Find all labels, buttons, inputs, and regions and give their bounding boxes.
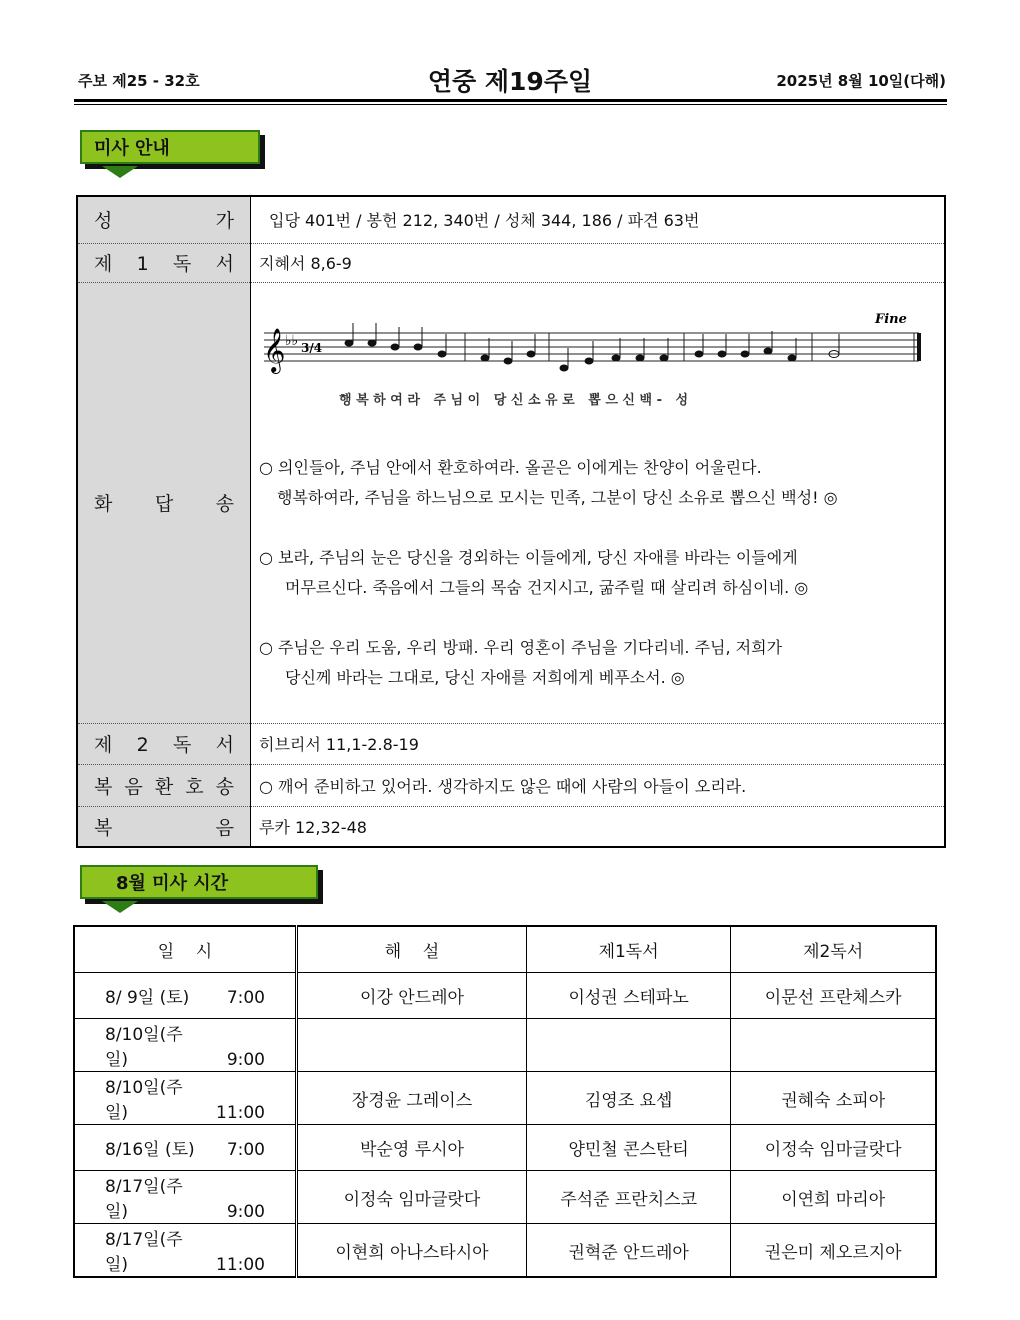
verse-line: 행복하여라, 주님을 하느님으로 모시는 민족, 그분이 당신 소유로 뽑으신 백성! ◎: [277, 487, 838, 507]
music-staff: [259, 303, 939, 383]
verse-line: 머무르신다. 죽음에서 그들의 목숨 건지시고, 굶주릴 때 살리려 하심이네. ◎: [285, 577, 809, 597]
verse-line: 당신께 바라는 그대로, 당신 자애를 저희에게 베푸소서. ◎: [285, 667, 685, 687]
table-row: [74, 1224, 936, 1278]
table-row: [77, 196, 945, 243]
gospel: 루카 12,32-48: [259, 817, 367, 837]
date: 8/ 9일 (토): [105, 988, 190, 1008]
mass-schedule-table: [73, 925, 937, 1278]
date: 8/17일(주일): [105, 1177, 183, 1222]
table-row: [77, 282, 945, 723]
header-commentary: 해 설: [297, 926, 527, 973]
arrow-down-icon: [102, 901, 138, 913]
mass-info-table: [76, 195, 946, 848]
datetime-cell: [74, 1125, 297, 1171]
gospel-acclamation: ○ 깨어 준비하고 있어라. 생각하지도 않은 때에 사람의 아들이 오리라.: [251, 764, 946, 806]
table-row: [74, 1171, 936, 1224]
header-reading2: 제2독서: [731, 926, 936, 973]
flat-key-signature-icon: ♭♭: [285, 332, 299, 349]
time: 9:00: [226, 1050, 265, 1070]
table-row: [77, 806, 945, 847]
banner-label: 8월 미사 시간: [80, 865, 318, 899]
date: 8/10일(주일): [105, 1025, 183, 1070]
commentary-cell: 이현희 아나스타시아: [297, 1224, 527, 1278]
commentary-cell: [297, 1019, 527, 1072]
time: 11:00: [216, 1255, 265, 1275]
psalm-cell: [251, 282, 946, 723]
time: 7:00: [226, 988, 265, 1008]
time: 9:00: [226, 1202, 265, 1222]
table-row: [74, 1019, 936, 1072]
bulletin-date: 2025년 8월 10일(다해): [776, 72, 946, 90]
time: 7:00: [226, 1140, 265, 1160]
table-row: [74, 973, 936, 1019]
header-divider: [74, 99, 947, 102]
datetime-cell: [74, 1171, 297, 1224]
datetime-cell: [74, 1224, 297, 1278]
score-lyrics: 행 복 하 여 라 주 님 이 당 신 소 유 로 뽑 으 신 백 - 성: [339, 392, 689, 408]
reading1-cell: 주석준 프란치스코: [526, 1171, 730, 1224]
date: 8/10일(주일): [105, 1078, 183, 1123]
verse-line: ○ 주님은 우리 도움, 우리 방패. 우리 영혼이 주님을 기다리네. 주님, 저희가: [259, 637, 783, 657]
date: 8/16일 (토): [105, 1140, 195, 1160]
datetime-cell: [74, 1072, 297, 1125]
table-row: [74, 1072, 936, 1125]
datetime-cell: [74, 973, 297, 1019]
header-datetime: 일 시: [74, 926, 297, 973]
reading2-cell: [731, 1019, 936, 1072]
reading2-cell: 권은미 제오르지아: [731, 1224, 936, 1278]
row-label: 제 2 독 서: [77, 723, 251, 764]
fine-mark: Fine: [875, 311, 907, 327]
reading2-cell: 이연희 마리아: [731, 1171, 936, 1224]
commentary-cell: 이강 안드레아: [297, 973, 527, 1019]
row-label: 성 가: [77, 196, 251, 243]
page-title: 연중 제19주일: [427, 67, 593, 96]
commentary-cell: 박순영 루시아: [297, 1125, 527, 1171]
treble-clef-icon: 𝄞: [263, 327, 286, 372]
table-row: [74, 1125, 936, 1171]
reading2-cell: 이문선 프란체스카: [731, 973, 936, 1019]
date: 8/17일(주일): [105, 1230, 183, 1275]
second-reading: 히브리서 11,1-2.8-19: [251, 723, 946, 764]
reading1-cell: 김영조 요셉: [526, 1072, 730, 1125]
first-reading: 지혜서 8,6-9: [251, 243, 946, 282]
reading1-cell: 권혁준 안드레아: [526, 1224, 730, 1278]
reading1-cell: [526, 1019, 730, 1072]
reading2-cell: 권혜숙 소피아: [731, 1072, 936, 1125]
table-row: [77, 243, 945, 282]
row-label: 화 답 송: [77, 282, 251, 723]
commentary-cell: 장경윤 그레이스: [297, 1072, 527, 1125]
header-reading1: 제1독서: [526, 926, 730, 973]
time: 11:00: [216, 1103, 265, 1123]
hymn-numbers: 입당 401번 / 봉헌 212, 340번 / 성체 344, 186 / 파견 63번: [251, 196, 946, 243]
psalm-verse: [259, 543, 936, 603]
header-divider-thin: [74, 104, 947, 105]
commentary-cell: 이정숙 임마글랏다: [297, 1171, 527, 1224]
music-score: [259, 303, 936, 453]
banner-label: 미사 안내: [80, 130, 260, 164]
arrow-down-icon: [102, 166, 138, 178]
time-signature: 3/4: [301, 340, 323, 355]
psalm-verse: [259, 453, 936, 513]
reading1-cell: 양민철 콘스탄티: [526, 1125, 730, 1171]
verse-line: ○ 의인들아, 주님 안에서 환호하여라. 올곧은 이에게는 찬양이 어울린다.: [259, 457, 762, 477]
row-label: 제 1 독 서: [77, 243, 251, 282]
row-label: 복 음 환 호 송: [77, 764, 251, 806]
reading2-cell: 이정숙 임마글랏다: [731, 1125, 936, 1171]
datetime-cell: [74, 1019, 297, 1072]
reading1-cell: 이성권 스테파노: [526, 973, 730, 1019]
table-header-row: [74, 926, 936, 973]
table-row: [77, 764, 945, 806]
row-label: 복 음: [77, 806, 251, 847]
table-row: [77, 723, 945, 764]
bulletin-number: 주보 제25 - 32호: [78, 72, 200, 90]
verse-line: ○ 보라, 주님의 눈은 당신을 경외하는 이들에게, 당신 자애를 바라는 이들에게: [259, 547, 798, 567]
psalm-verse: [259, 633, 936, 693]
